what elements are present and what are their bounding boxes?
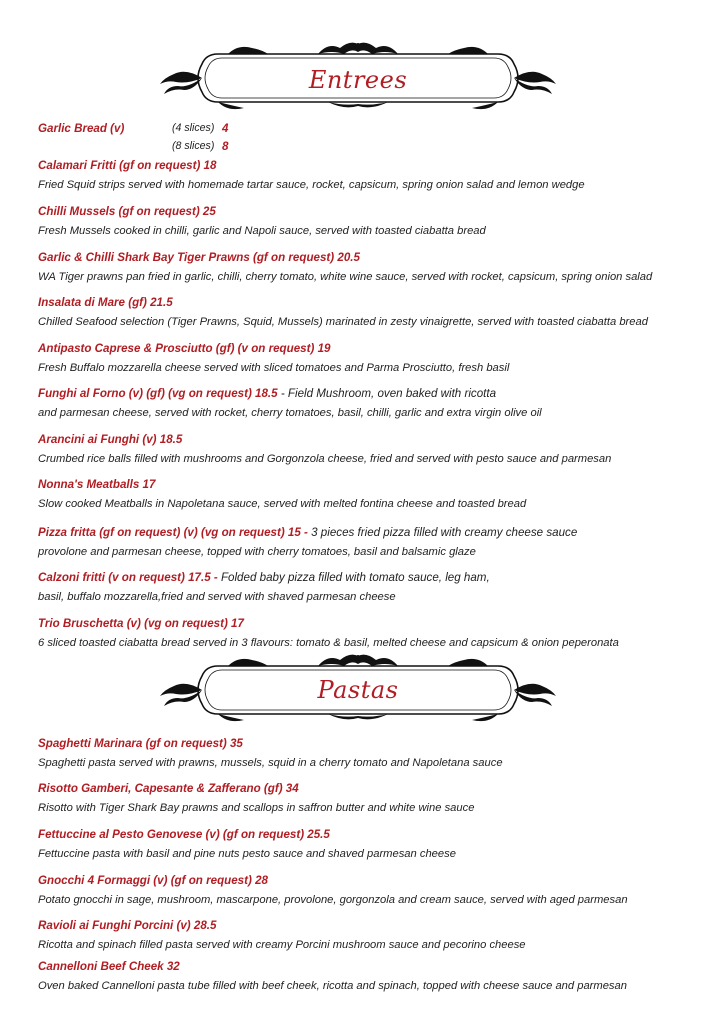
menu-item-description: Fresh Buffalo mozzarella cheese served with sliced tomatoes and Parma Prosciutto, fresh basil xyxy=(38,362,510,374)
menu-item-inline-description: 3 pieces fried pizza filled with creamy cheese sauce xyxy=(307,526,578,539)
menu-item-title: Nonna's Meatballs 17 xyxy=(38,478,156,491)
menu-item-title: Pizza fritta (gf on request) (v) (vg on request) 15 - xyxy=(38,526,308,539)
menu-item-description: WA Tiger prawns pan fried in garlic, chilli, cherry tomato, white wine sauce, served with rocket, capsicum, spring onion salad xyxy=(38,271,653,283)
menu-item-title: Insalata di Mare (gf) 21.5 xyxy=(38,296,173,309)
menu-item-garlic-bread xyxy=(38,120,298,137)
menu-item-title: Cannelloni Beef Cheek 32 xyxy=(38,960,180,973)
menu-item xyxy=(38,340,706,378)
menu-item-description: basil, buffalo mozzarella,fried and served with shaved parmesan cheese xyxy=(38,591,396,603)
menu-item-title: Calamari Fritti (gf on request) 18 xyxy=(38,159,217,172)
menu-item-description: Fresh Mussels cooked in chilli, garlic and Napoli sauce, served with toasted ciabatta bread xyxy=(38,225,486,237)
menu-item-description: Fried Squid strips served with homemade tartar sauce, rocket, capsicum, spring onion salad and lemon wedge xyxy=(38,179,585,191)
menu-item-inline-description: Folded baby pizza filled with tomato sauce, leg ham, xyxy=(217,571,490,584)
pastas-banner xyxy=(158,652,558,728)
menu-item-description: Potato gnocchi in sage, mushroom, mascarpone, provolone, gorgonzola and cream sauce, served with aged parmesan xyxy=(38,894,628,906)
menu-item-title: Gnocchi 4 Formaggi (v) (gf on request) 28 xyxy=(38,874,268,887)
portion-size: (4 slices) xyxy=(172,122,215,134)
menu-item-title: Chilli Mussels (gf on request) 25 xyxy=(38,205,216,218)
price: 4 xyxy=(222,122,229,135)
menu-item xyxy=(38,294,706,332)
menu-item-title: Arancini ai Funghi (v) 18.5 xyxy=(38,433,183,446)
menu-item xyxy=(38,431,706,469)
portion-size: (8 slices) xyxy=(172,140,215,152)
menu-item-description: Crumbed rice balls filled with mushrooms and Gorgonzola cheese, fried and served with pesto sauce and parmesan xyxy=(38,453,612,465)
menu-item xyxy=(38,958,706,996)
menu-item-description: Oven baked Cannelloni pasta tube filled with beef cheek, ricotta and spinach, topped with cheese sauce and parmesan xyxy=(38,980,627,992)
menu-item-description: 6 sliced toasted ciabatta bread served in 3 flavours: tomato & basil, melted cheese and capsicum & onion peperonata xyxy=(38,637,619,649)
menu-item xyxy=(38,917,706,955)
menu-item xyxy=(38,826,706,864)
menu-item-description: Chilled Seafood selection (Tiger Prawns, Squid, Mussels) marinated in zesty vinaigrette, served with toasted ciabatta bread xyxy=(38,316,648,328)
menu-item-title: Trio Bruschetta (v) (vg on request) 17 xyxy=(38,617,244,630)
menu-item-title: Funghi al Forno (v) (gf) (vg on request) 18.5 xyxy=(38,387,278,400)
menu-item xyxy=(38,780,706,818)
menu-item xyxy=(38,157,706,195)
menu-item-description: Slow cooked Meatballs in Napoletana sauce, served with melted fontina cheese and toasted bread xyxy=(38,498,527,510)
menu-item-title: Calzoni fritti (v on request) 17.5 - xyxy=(38,571,218,584)
menu-item-title: Garlic & Chilli Shark Bay Tiger Prawns (gf on request) 20.5 xyxy=(38,251,360,264)
menu-item-inline-description: - Field Mushroom, oven baked with ricotta xyxy=(277,387,497,400)
menu-item-title: Garlic Bread (v) xyxy=(38,122,125,135)
menu-item xyxy=(38,872,706,910)
menu-item-title: Risotto Gamberi, Capesante & Zafferano (gf) 34 xyxy=(38,782,299,795)
menu-item-description: Risotto with Tiger Shark Bay prawns and scallops in saffron butter and white wine sauce xyxy=(38,802,475,814)
menu-item xyxy=(38,385,706,423)
section-title-pastas: Pastas xyxy=(317,676,399,704)
section-title-entrees: Entrees xyxy=(308,66,408,94)
price: 8 xyxy=(222,140,229,153)
menu-item-title: Spaghetti Marinara (gf on request) 35 xyxy=(38,737,243,750)
entrees-banner xyxy=(158,40,558,116)
menu-item-description: provolone and parmesan cheese, topped with cherry tomatoes, basil and balsamic glaze xyxy=(38,546,476,558)
menu-item-title: Fettuccine al Pesto Genovese (v) (gf on request) 25.5 xyxy=(38,828,330,841)
menu-item xyxy=(38,735,706,773)
menu-item xyxy=(38,249,706,287)
menu-item-description: Spaghetti pasta served with prawns, mussels, squid in a cherry tomato and Napoletana sauce xyxy=(38,757,503,769)
menu-item xyxy=(38,476,706,514)
menu-item-title: Antipasto Caprese & Prosciutto (gf) (v on request) 19 xyxy=(38,342,331,355)
menu-item-description: and parmesan cheese, served with rocket, cherry tomatoes, basil, chilli, garlic and extra virgin olive oil xyxy=(38,407,542,419)
menu-item-title: Ravioli ai Funghi Porcini (v) 28.5 xyxy=(38,919,217,932)
menu-item-description: Ricotta and spinach filled pasta served with creamy Porcini mushroom sauce and pecorino cheese xyxy=(38,939,526,951)
menu-item xyxy=(38,615,706,653)
menu-item xyxy=(38,203,706,241)
menu-item-description: Fettuccine pasta with basil and pine nuts pesto sauce and shaved parmesan cheese xyxy=(38,848,456,860)
menu-item xyxy=(38,569,706,607)
menu-item xyxy=(38,524,706,562)
